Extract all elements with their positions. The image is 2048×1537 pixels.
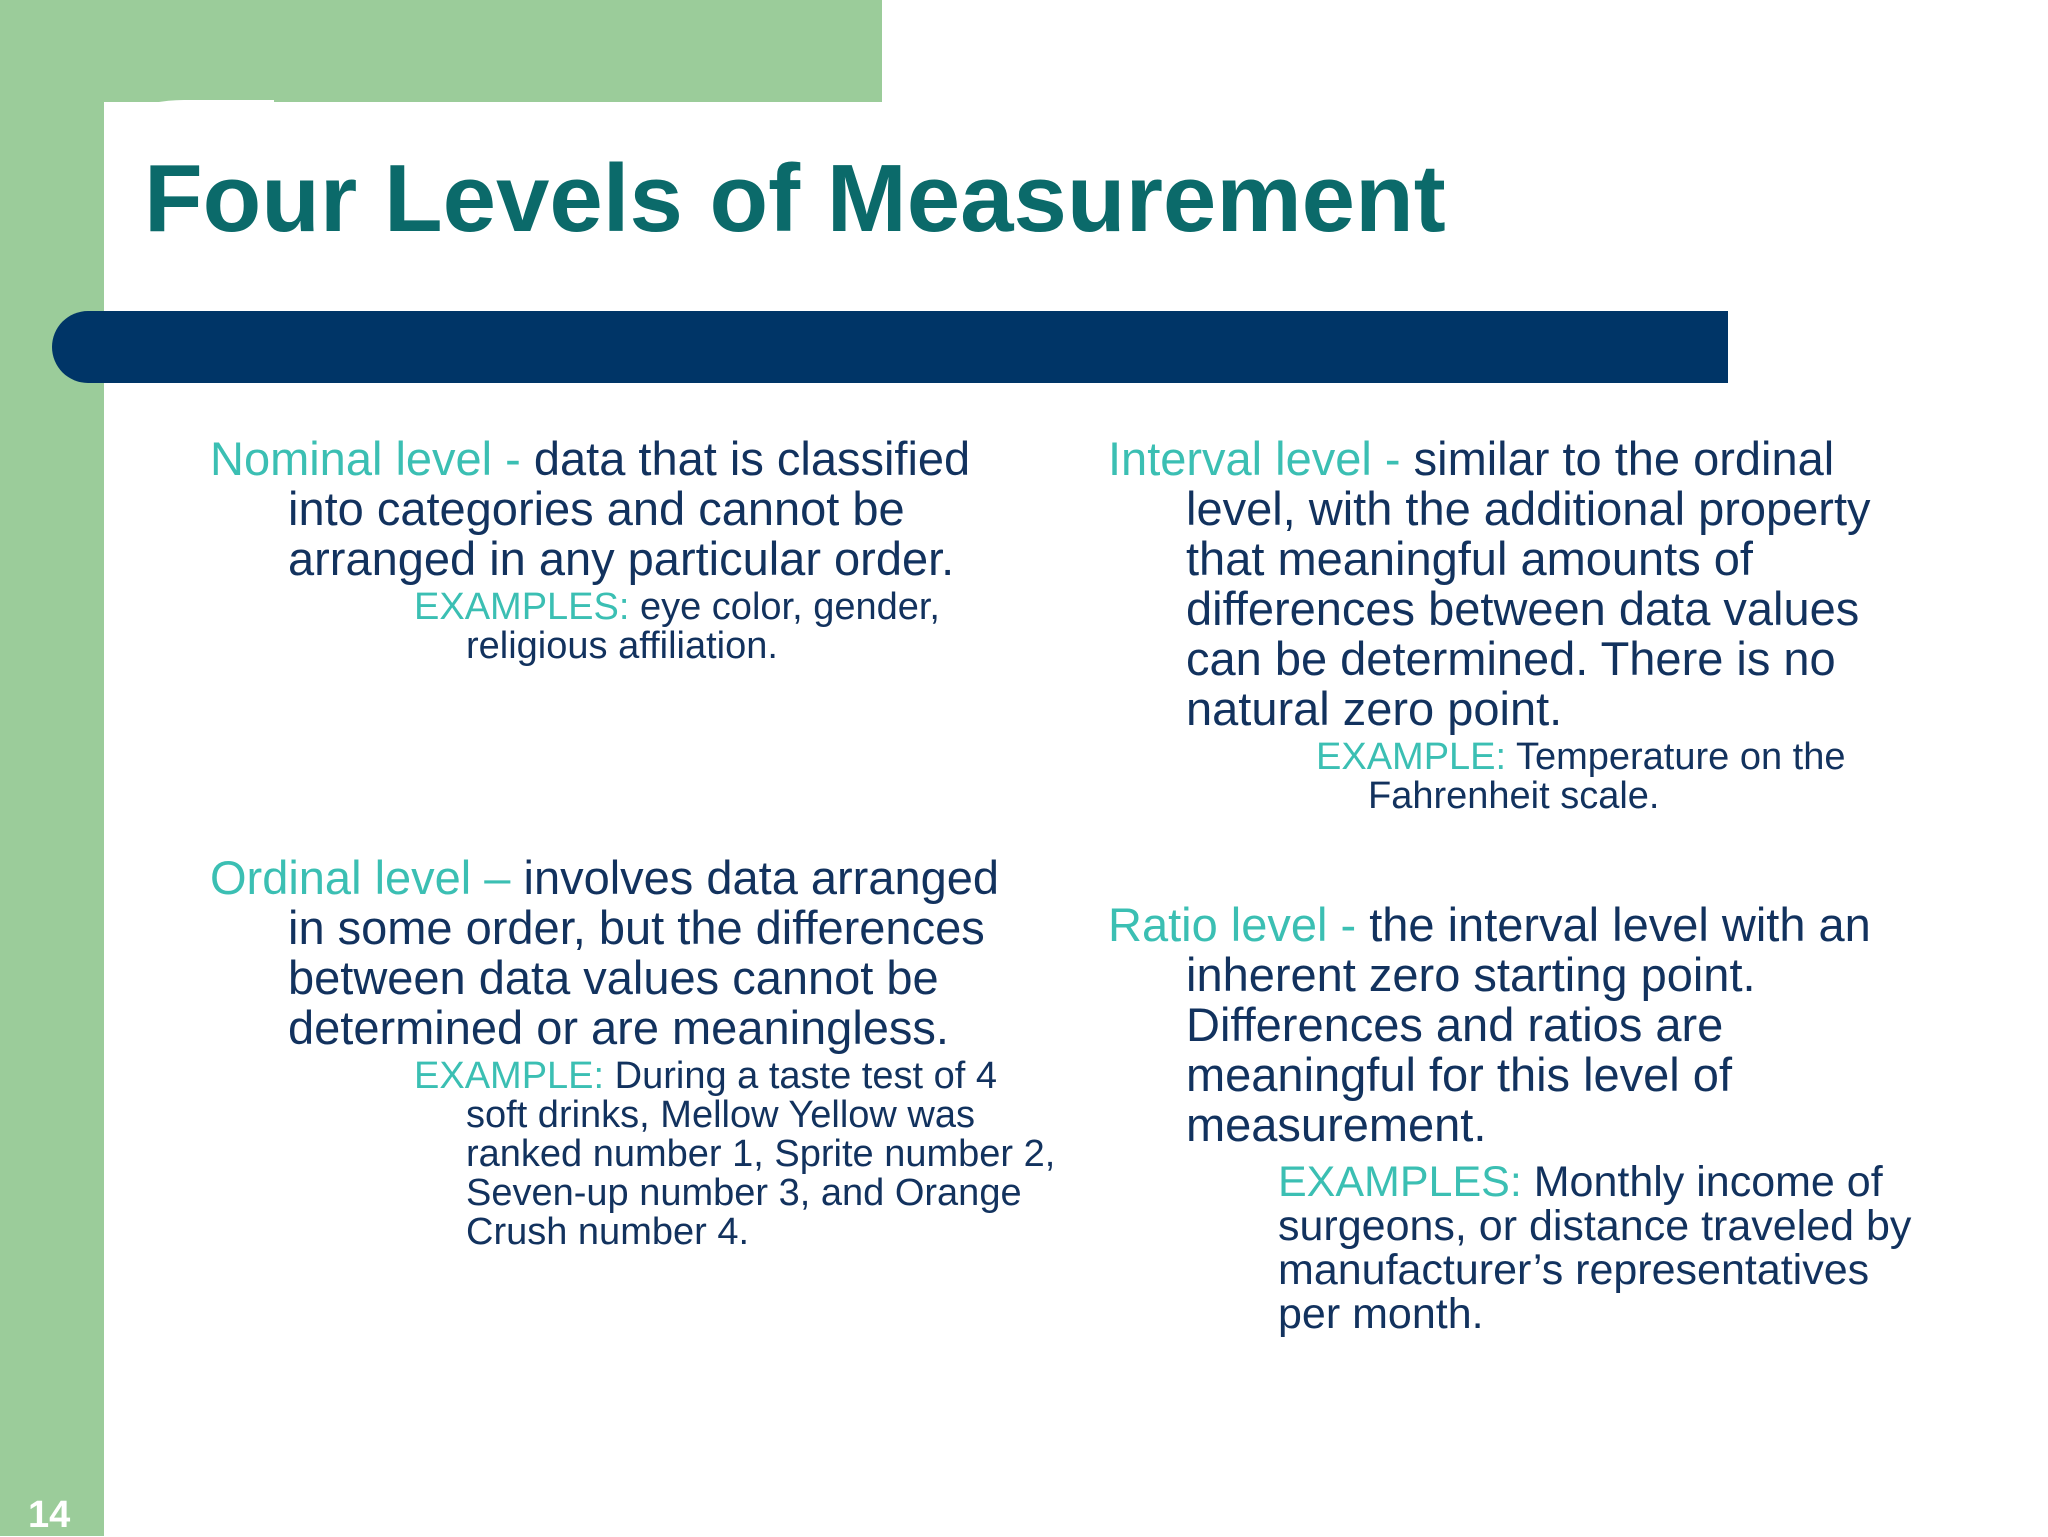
left-green-band (0, 0, 104, 1536)
ratio-level-block (1108, 900, 1938, 1336)
interval-level-term: Interval level - (1108, 432, 1414, 485)
slide-title: Four Levels of Measurement (144, 145, 1446, 252)
nominal-level-text: data that is classified into categories and cannot be arranged in any particular order. (288, 432, 971, 585)
nominal-example-text: eye color, gender, religious affiliation. (466, 586, 940, 667)
ordinal-level-term: Ordinal level – (210, 851, 524, 904)
interval-level-text: similar to the ordinal level, with the additional property that meaningful amounts of differences between data values can be determined. There is no natural zero point. (1186, 432, 1871, 735)
nominal-example-label: EXAMPLES: (414, 586, 640, 628)
ordinal-level-example (414, 1057, 1066, 1252)
interval-example-text: Temperature on the Fahrenheit scale. (1368, 736, 1846, 817)
ordinal-level-block (210, 851, 1056, 1253)
title-underline-bar (52, 311, 1728, 383)
interval-level-example (1316, 738, 1968, 816)
ordinal-example-text: During a taste test of 4 soft drinks, Mellow Yellow was ranked number 1, Sprite number 2, Seven-up number 3, and Orange Crush number 4. (466, 1055, 1056, 1253)
interval-level-definition (1108, 434, 1938, 734)
top-green-band (0, 0, 882, 102)
ratio-example-label: EXAMPLES: (1278, 1158, 1534, 1206)
ratio-level-term: Ratio level - (1108, 898, 1370, 951)
nominal-level-definition (210, 434, 1040, 584)
nominal-level-example (414, 588, 1026, 666)
ratio-level-example (1278, 1160, 1918, 1336)
nominal-level-block (210, 434, 1040, 666)
page-number: 14 (28, 1494, 71, 1536)
ratio-example-text: Monthly income of surgeons, or distance traveled by manufacturer’s representatives per month. (1278, 1158, 1912, 1338)
ordinal-example-label: EXAMPLE: (414, 1055, 615, 1097)
interval-level-block (1108, 434, 1938, 816)
ordinal-level-text: involves data arranged in some order, but the differences between data values cannot be determined or are meaningless. (288, 851, 1000, 1054)
nominal-level-term: Nominal level - (210, 432, 534, 485)
interval-example-label: EXAMPLE: (1316, 736, 1516, 778)
ratio-level-text: the interval level with an inherent zero starting point. Differences and ratios are meaningful for this level of measurement. (1186, 898, 1871, 1151)
ordinal-level-definition (210, 853, 1040, 1053)
ratio-level-definition (1108, 900, 1938, 1150)
